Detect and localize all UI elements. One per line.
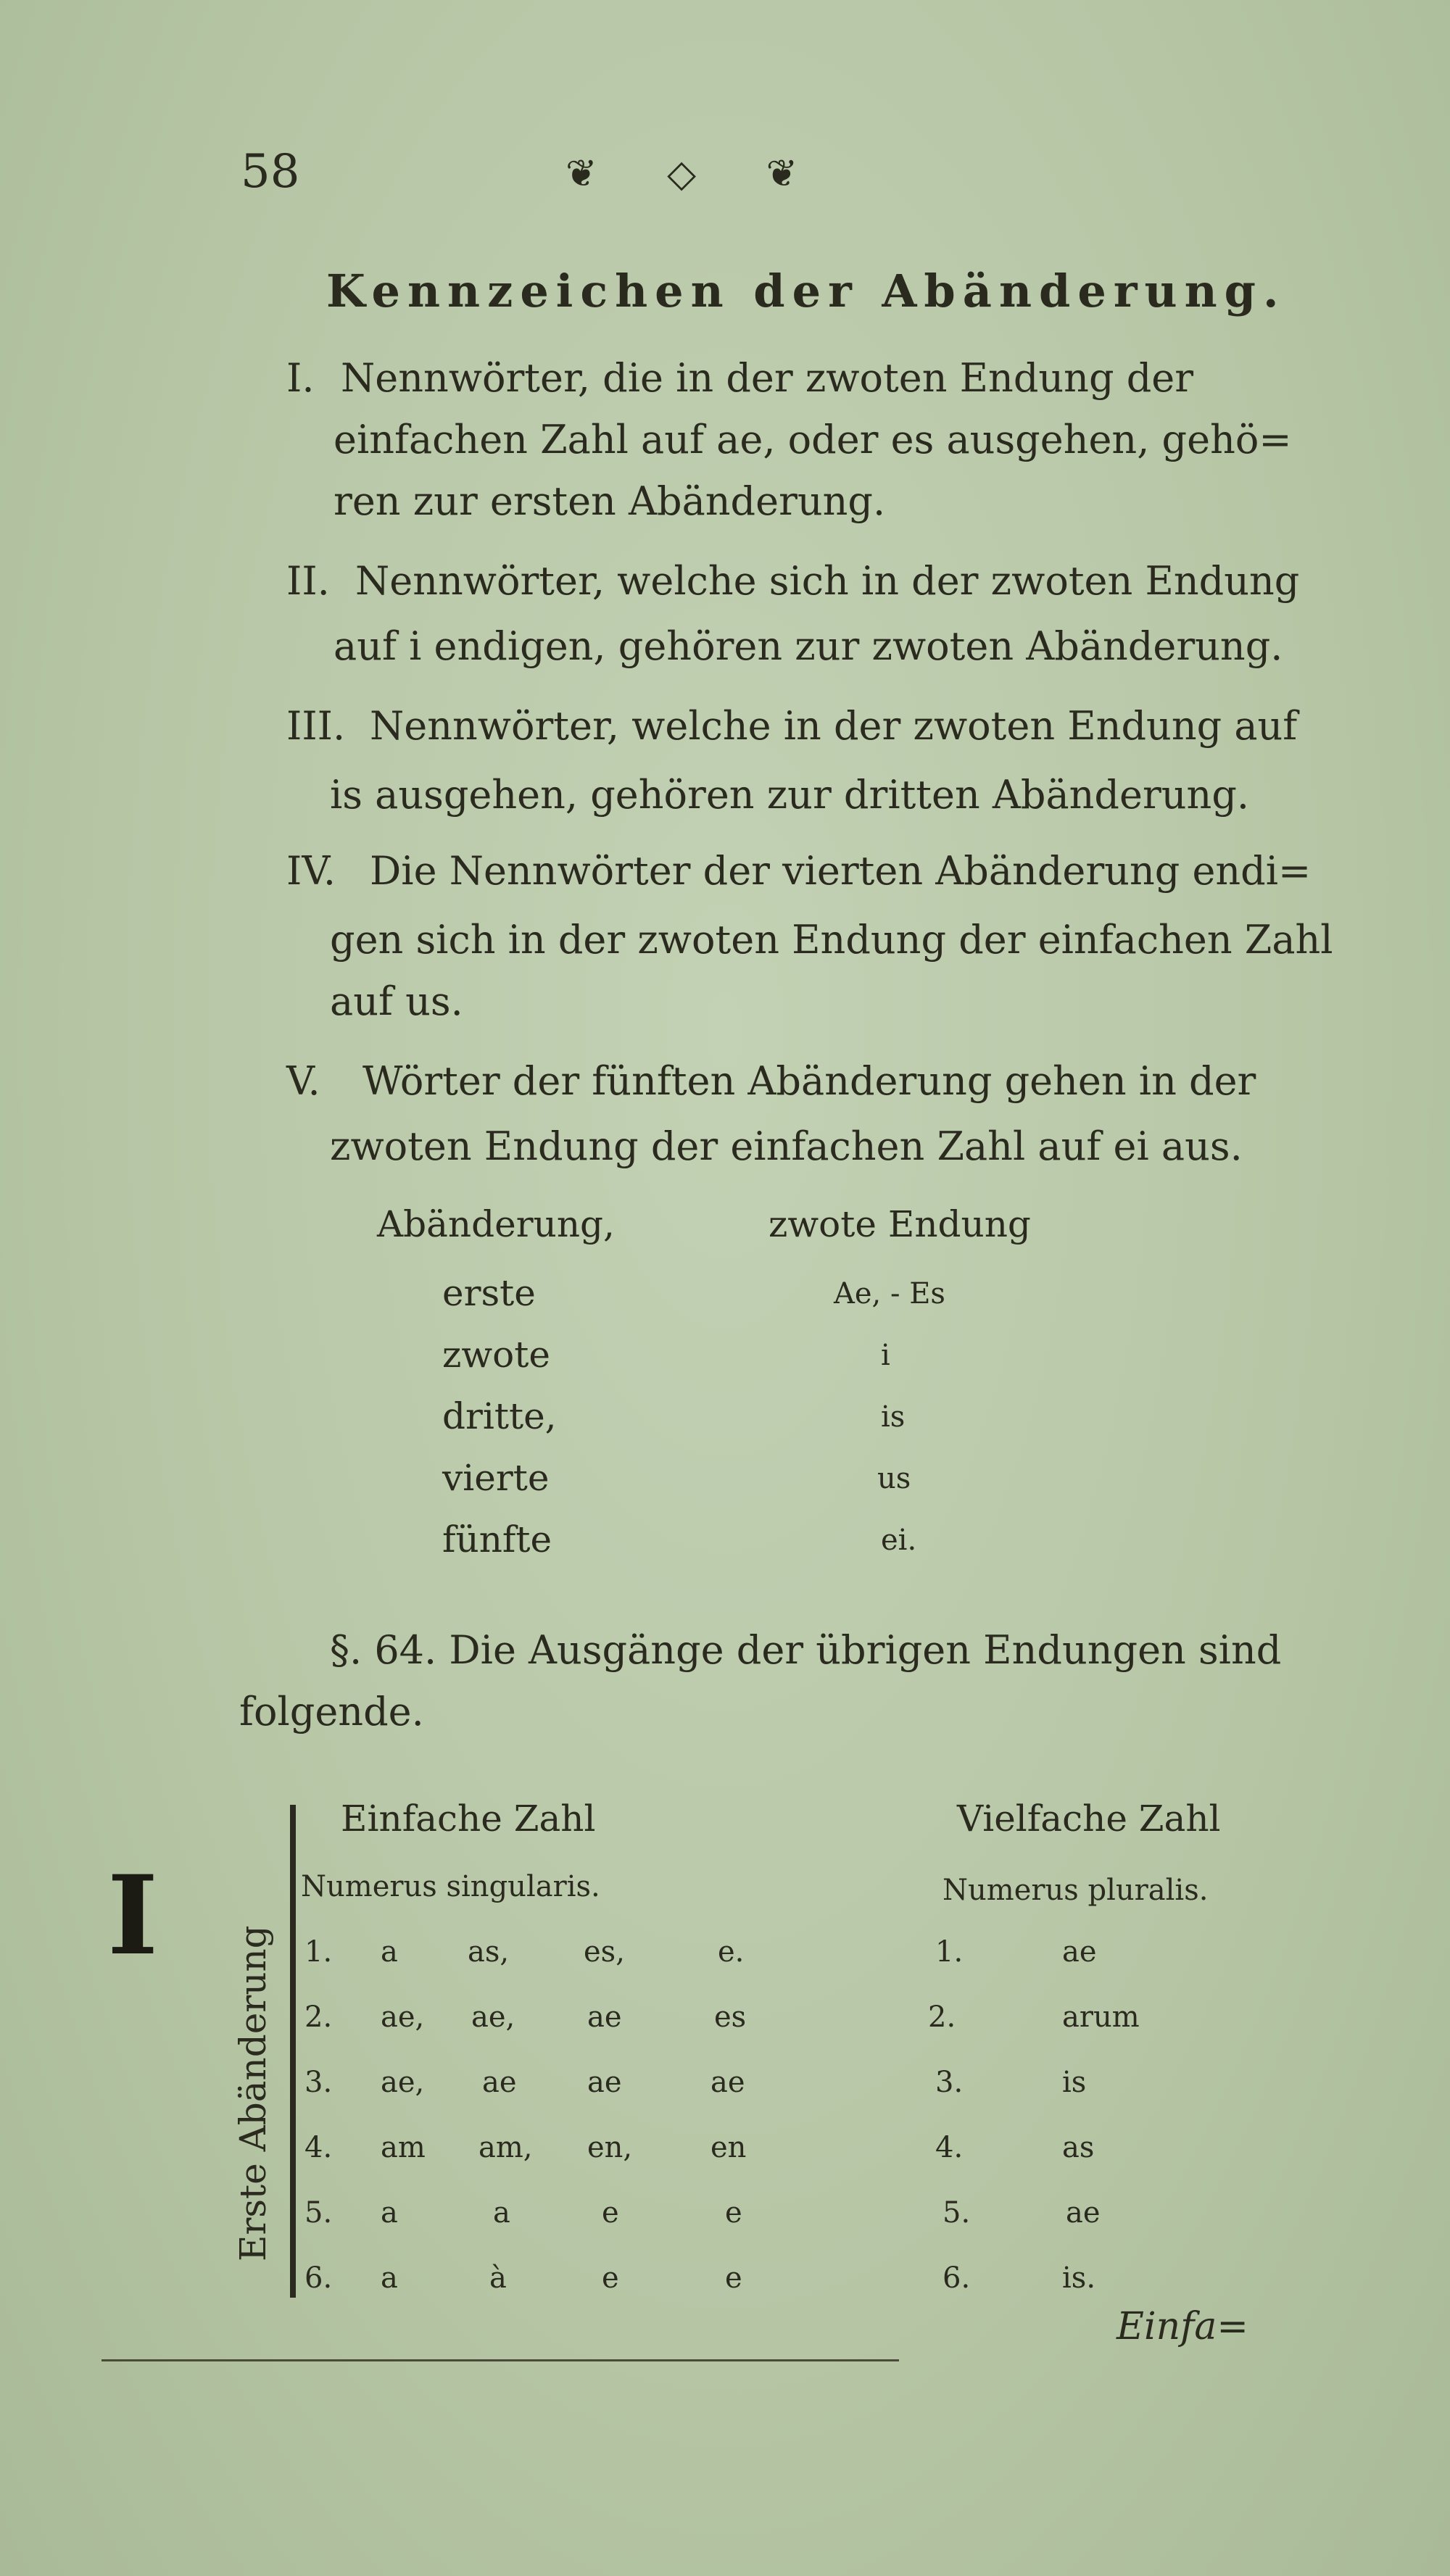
- case-number: 5.: [942, 2196, 971, 2230]
- ending: ae: [587, 2066, 622, 2099]
- singular-latin: Numerus singularis.: [301, 1870, 600, 1903]
- rule-line: zwoten Endung der einfachen Zahl auf ei aus.: [330, 1123, 1243, 1169]
- ending: as: [1062, 2131, 1095, 2164]
- ending: ae,: [381, 2000, 425, 2034]
- section-line: §. 64. Die Ausgänge der übrigen Endungen sind: [330, 1627, 1282, 1673]
- rule-number: V.: [286, 1058, 320, 1104]
- rule-line: gen sich in der zwoten Endung der einfachen Zahl: [330, 917, 1333, 963]
- declension-vertical-label: Erste Abänderung: [232, 1925, 274, 2261]
- rule-number: I.: [286, 355, 315, 401]
- ending: a: [381, 2196, 398, 2230]
- summary-row-name: dritte,: [442, 1395, 557, 1437]
- rule-line: Die Nennwörter der vierten Abänderung endi=: [370, 848, 1312, 894]
- rule-line: Wörter der fünften Abänderung gehen in der: [362, 1058, 1256, 1104]
- ending: e.: [718, 1935, 745, 1969]
- case-number: 1.: [304, 1935, 333, 1969]
- ending: e: [602, 2196, 619, 2230]
- rule-number: IV.: [286, 848, 336, 894]
- ending: es: [714, 2000, 747, 2034]
- summary-row-name: vierte: [442, 1457, 550, 1499]
- ending: ae: [1066, 2196, 1101, 2230]
- summary-row-ending: is: [881, 1400, 906, 1434]
- table-bracket: [290, 1805, 296, 2298]
- case-number: 4.: [935, 2131, 964, 2164]
- page-number: 58: [241, 145, 300, 199]
- ending: a: [493, 2196, 510, 2230]
- case-number: 1.: [935, 1935, 964, 1969]
- ending: ae,: [471, 2000, 515, 2034]
- ending: ae: [587, 2000, 622, 2034]
- summary-row-ending: us: [877, 1462, 911, 1495]
- ending: ae: [710, 2066, 745, 2099]
- rule-number: II.: [286, 558, 330, 604]
- case-number: 4.: [304, 2131, 333, 2164]
- section-heading: Kennzeichen der Abänderung.: [326, 265, 1286, 317]
- case-number: 6.: [304, 2261, 333, 2295]
- catchword: Einfa=: [1116, 2305, 1248, 2348]
- case-number: 2.: [304, 2000, 333, 2034]
- rule-line: ren zur ersten Abänderung.: [334, 478, 886, 524]
- case-number: 3.: [935, 2066, 964, 2099]
- rule-line: is ausgehen, gehören zur dritten Abänderung.: [330, 772, 1250, 818]
- rule-number: III.: [286, 703, 346, 749]
- singular-header: Einfache Zahl: [341, 1798, 596, 1840]
- summary-row-name: fünfte: [442, 1518, 552, 1561]
- case-number: 5.: [304, 2196, 333, 2230]
- ending: ae,: [381, 2066, 425, 2099]
- summary-row-name: zwote: [442, 1334, 550, 1376]
- ending: à: [489, 2261, 507, 2295]
- summary-row-ending: i: [881, 1339, 890, 1372]
- ending: am: [381, 2131, 426, 2164]
- ending: ae: [1062, 1935, 1097, 1969]
- summary-col-header: zwote Endung: [768, 1203, 1031, 1245]
- ornament-icon: ❦ ◇ ❦: [566, 152, 827, 196]
- ending: e: [602, 2261, 619, 2295]
- ending: es,: [584, 1935, 625, 1969]
- plural-latin: Numerus pluralis.: [942, 1874, 1209, 1907]
- ending: en: [710, 2131, 747, 2164]
- summary-row-ending: ei.: [881, 1524, 917, 1557]
- case-number: 2.: [928, 2000, 956, 2034]
- rule-line: Nennwörter, die in der zwoten Endung der: [341, 355, 1194, 401]
- case-number: 3.: [304, 2066, 333, 2099]
- rule-line: auf us.: [330, 979, 463, 1024]
- summary-row-ending: Ae, - Es: [834, 1277, 945, 1310]
- ending: am,: [478, 2131, 533, 2164]
- ending: e: [725, 2196, 742, 2230]
- rule-line: auf i endigen, gehören zur zwoten Abänderung.: [334, 623, 1283, 669]
- ending: a: [381, 1935, 398, 1969]
- ending: is.: [1062, 2261, 1096, 2295]
- plural-header: Vielfache Zahl: [957, 1798, 1221, 1840]
- rule-line: Nennwörter, welche in der zwoten Endung auf: [370, 703, 1298, 749]
- ending: ae: [482, 2066, 517, 2099]
- rule-line: Nennwörter, welche sich in der zwoten Endung: [355, 558, 1300, 604]
- case-number: 6.: [942, 2261, 971, 2295]
- bottom-rule: [102, 2359, 899, 2361]
- summary-row-name: erste: [442, 1272, 536, 1314]
- section-line: folgende.: [239, 1689, 424, 1734]
- ending: a: [381, 2261, 398, 2295]
- summary-col-header: Abänderung,: [377, 1203, 615, 1245]
- ending: is: [1062, 2066, 1087, 2099]
- ending: en,: [587, 2131, 633, 2164]
- ending: arum: [1062, 2000, 1140, 2034]
- ending: e: [725, 2261, 742, 2295]
- rule-line: einfachen Zahl auf ae, oder es ausgehen, gehö=: [334, 417, 1292, 462]
- declension-numeral: I: [107, 1852, 159, 1979]
- ending: as,: [468, 1935, 510, 1969]
